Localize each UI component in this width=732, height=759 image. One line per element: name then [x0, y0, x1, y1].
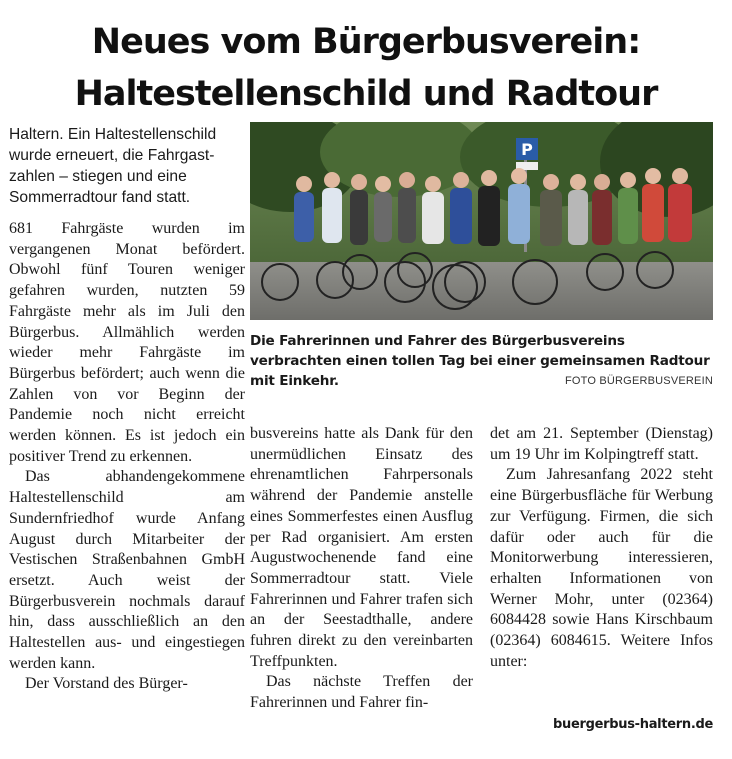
- article-column-2: [250, 424, 473, 714]
- group-photo: [250, 122, 713, 320]
- paragraph: busvereins hatte als Dank für den unermüdlichen Einsatz des ehrenamtlichen Fahrpersonals während der Pandemie anstelle eines Sommerfestes einen Ausflug per Rad organisiert. Am ersten Augustwochenende fand eine Sommerradtour statt. Viele Fahrerinnen und Fahrer trafen sich an der Seestadthalle, andere fuhren direkt zu den vereinbarten Treffpunkten.: [250, 425, 473, 670]
- headline-line-1: Neues vom Bürgerbusverein:: [91, 22, 641, 62]
- photo-credit: FOTO BÜRGERBUSVEREIN: [564, 375, 713, 387]
- article-column-3: [490, 424, 713, 672]
- paragraph: 681 Fahrgäste wurden im vergangenen Monat befördert. Obwohl fünf Touren weniger gefahren wurden, nutzten 59 Fahrgäste mehr als im Juli den Bürgerbus. Allmählich werden wieder mehr Fahrgäste im Bürgerbus befördert; auch wenn die Zahlen von vor Beginn der Pandemie noch nicht erreicht werden können. Es ist jedoch ein positiver Trend zu erkennen.: [9, 220, 245, 465]
- website-url: buergerbus-haltern.de: [553, 717, 713, 732]
- paragraph: Zum Jahresanfang 2022 steht eine Bürgerbusfläche für Werbung zur Verfügung. Firmen, die sich dafür oder auch für die Monitorwerbung interessieren, erhalten Informationen von Werner Mohr, unter (02364) 6084428 sowie Hans Kirschbaum (02364) 6084615. Weitere Infos unter:: [490, 466, 713, 670]
- paragraph: det am 21. September (Dienstag) um 19 Uhr im Kolpingtreff statt.: [490, 425, 713, 463]
- paragraph: Das abhandengekommene Haltestellenschild am Sundernfriedhof wurde Anfang August durch Mitarbeiter der Vestischen Straßenbahnen GmbH ersetzt. Auch weist der Bürgerbusverein nochmals darauf hin, dass ausschließlich an den Haltestellen aus- und eingestiegen werden kann.: [9, 468, 245, 672]
- headline-line-2: Haltestellenschild und Radtour: [74, 74, 658, 114]
- lead-paragraph: Haltern. Ein Haltestellenschild wurde erneuert, die Fahrgast-zahlen – stiegen und eine Sommerradtour fand statt.: [9, 126, 217, 206]
- article-column-1: [9, 219, 245, 695]
- paragraph: Der Vorstand des Bürger-: [25, 675, 188, 693]
- parking-sign-letter: P: [521, 140, 533, 159]
- photo-caption: Die Fahrerinnen und Fahrer des Bürgerbusvereins verbrachten einen tollen Tag bei einer gemeinsamen Radtour mit Einkehr.: [250, 333, 710, 389]
- paragraph: Das nächste Treffen der Fahrerinnen und Fahrer fin-: [250, 673, 473, 712]
